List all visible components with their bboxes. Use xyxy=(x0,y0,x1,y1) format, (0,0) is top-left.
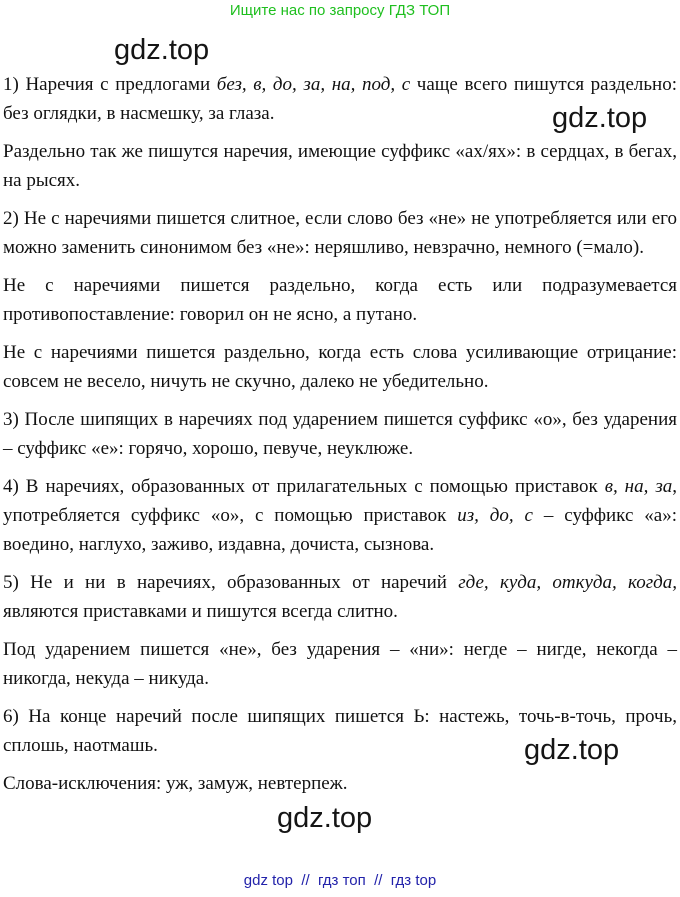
paragraph-rule-2-note-a: Не с наречиями пишется раздельно, когда есть или подразумевается противопоставление: говорил он не ясно, а путано. xyxy=(3,275,677,325)
watermark: gdz.top xyxy=(277,802,373,834)
top-banner: Ищите нас по запросу ГДЗ ТОП xyxy=(229,2,451,19)
watermark: gdz.top xyxy=(114,34,210,66)
paragraph-exceptions: Слова-исключения: уж, замуж, невтерпеж. xyxy=(3,773,348,794)
watermark: gdz.top xyxy=(524,734,620,766)
footer-banner: gdz top // гдз топ // гдз top xyxy=(243,872,437,889)
paragraph-rule-2: 2) Не с наречиями пишется слитное, если слово без «не» не употребляется или его можно заменить синонимом без «не»: неряшливо, невзрачно, немного (=мало). xyxy=(3,208,677,258)
document-body xyxy=(3,70,677,798)
paragraph-rule-2-note-b: Не с наречиями пишется раздельно, когда есть слова усиливающие отрицание: совсем не весело, ничуть не скучно, далеко не убедительно. xyxy=(3,342,677,392)
paragraph-rule-4: 4) В наречиях, образованных от прилагательных с помощью приставок в, на, за, употребляется суффикс «о», с помощью приставок из, до, с – суффикс «а»: воедино, наглухо, заживо, издавна, дочиста, сызнова. xyxy=(3,476,677,555)
paragraph-rule-5: 5) Не и ни в наречиях, образованных от наречий где, куда, откуда, когда, являются приставками и пишутся всегда слитно. xyxy=(3,572,677,622)
paragraph-rule-1: 1) Наречия с предлогами без, в, до, за, на, под, с чаще всего пишутся раздельно: без оглядки, в насмешку, за глаза. xyxy=(3,74,677,124)
watermark: gdz.top xyxy=(552,102,648,134)
paragraph-rule-3: 3) После шипящих в наречиях под ударением пишется суффикс «о», без ударения – суффикс «е»: горячо, хорошо, певуче, неуклюже. xyxy=(3,409,677,459)
paragraph-rule-6: 6) На конце наречий после шипящих пишется Ь: настежь, точь-в-точь, прочь, сплошь, наотмашь. xyxy=(3,706,677,756)
paragraph-rule-5-note: Под ударением пишется «не», без ударения – «ни»: негде – нигде, некогда – никогда, некуда – никуда. xyxy=(3,639,677,689)
paragraph-rule-1-note: Раздельно так же пишутся наречия, имеющие суффикс «ах/ях»: в сердцах, в бегах, на рысях. xyxy=(3,141,677,191)
